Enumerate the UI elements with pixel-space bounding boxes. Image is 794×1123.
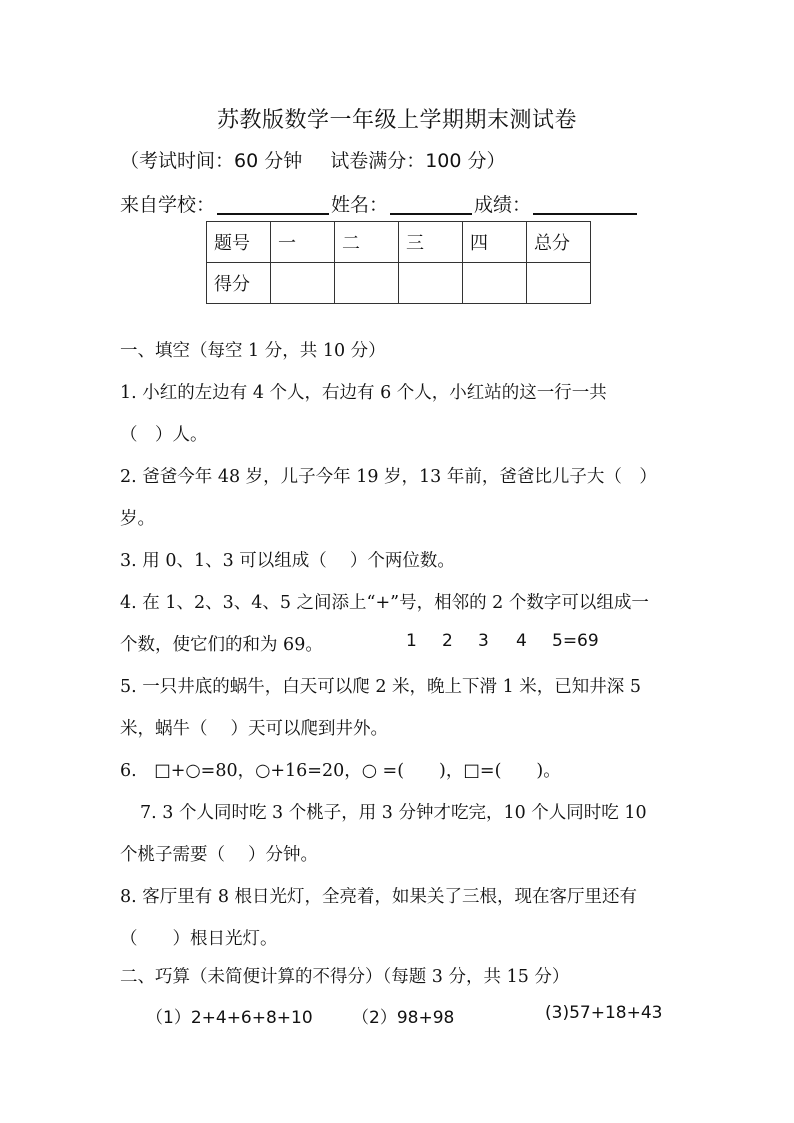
sequence-digit: 2 xyxy=(442,631,453,651)
sequence-digit: 1 xyxy=(406,631,417,651)
question-8-line-1: 8. 客厅里有 8 根日光灯，全亮着，如果关了三根，现在客厅里还有 xyxy=(120,887,638,907)
question-8-line-2: （ ）根日光灯。 xyxy=(120,929,278,949)
question-7-line-1: 7. 3 个人同时吃 3 个桃子，用 3 分钟才吃完，10 个人同时吃 10 xyxy=(140,803,647,823)
question-4-sequence xyxy=(406,631,599,651)
school-label: 来自学校： xyxy=(120,194,216,216)
score-table-score-row xyxy=(207,263,591,304)
question-5-line-2: 米，蜗牛（ ）天可以爬到井外。 xyxy=(120,719,389,739)
question-1-line-1: 1. 小红的左边有 4 个人，右边有 6 个人，小红站的这一行一共 xyxy=(120,383,607,403)
score-cell[interactable] xyxy=(463,263,527,304)
sequence-result: 5=69 xyxy=(552,631,599,651)
header-cell: 二 xyxy=(335,222,399,263)
grade-label: 成绩： xyxy=(474,194,532,216)
calc-item-2: （2）98+98 xyxy=(352,1008,455,1028)
exam-subtitle xyxy=(120,146,506,173)
exam-time: （考试时间：60 分钟 xyxy=(120,150,303,172)
school-blank[interactable] xyxy=(217,193,329,215)
question-7-line-2: 个桃子需要（ ）分钟。 xyxy=(120,845,319,865)
score-cell[interactable] xyxy=(399,263,463,304)
page-title: 苏教版数学一年级上学期期末测试卷 xyxy=(216,108,577,133)
header-cell: 三 xyxy=(399,222,463,263)
header-cell: 一 xyxy=(271,222,335,263)
row-label: 得分 xyxy=(207,263,271,304)
question-5-line-1: 5. 一只井底的蜗牛，白天可以爬 2 米，晚上下滑 1 米，已知井深 5 xyxy=(120,677,641,697)
score-table-header-row xyxy=(207,222,591,263)
question-3: 3. 用 0、1、3 可以组成（ ）个两位数。 xyxy=(120,551,455,571)
score-cell[interactable] xyxy=(527,263,591,304)
question-4-line-2: 个数，使它们的和为 69。 xyxy=(120,635,323,655)
question-2-line-2: 岁。 xyxy=(120,509,155,529)
name-blank[interactable] xyxy=(390,193,472,215)
question-6: 6. □+○=80，○+16=20，○ =( )，□=( )。 xyxy=(120,761,561,781)
exam-full-score: 试卷满分：100 分） xyxy=(330,150,506,172)
section2-heading: 二、巧算（未简便计算的不得分）（每题 3 分，共 15 分） xyxy=(120,967,570,987)
calc-item-3: (3)57+18+43 xyxy=(545,1003,663,1023)
calc-item-1: （1）2+4+6+8+10 xyxy=(146,1008,313,1028)
name-label: 姓名： xyxy=(331,194,389,216)
score-cell[interactable] xyxy=(271,263,335,304)
header-cell: 总分 xyxy=(527,222,591,263)
question-2-line-1: 2. 爸爸今年 48 岁，儿子今年 19 岁，13 年前，爸爸比儿子大（ ） xyxy=(120,467,657,487)
score-table xyxy=(206,221,591,304)
header-cell: 四 xyxy=(463,222,527,263)
question-4-line-1: 4. 在 1、2、3、4、5 之间添上“+”号，相邻的 2 个数字可以组成一 xyxy=(120,593,649,613)
score-cell[interactable] xyxy=(335,263,399,304)
section1-heading: 一、填空（每空 1 分，共 10 分） xyxy=(120,341,386,361)
student-info-row xyxy=(120,190,639,217)
question-1-line-2: （ ）人。 xyxy=(120,425,208,445)
grade-blank[interactable] xyxy=(533,193,637,215)
header-cell: 题号 xyxy=(207,222,271,263)
sequence-digit: 3 xyxy=(478,631,489,651)
sequence-digit: 4 xyxy=(516,631,527,651)
